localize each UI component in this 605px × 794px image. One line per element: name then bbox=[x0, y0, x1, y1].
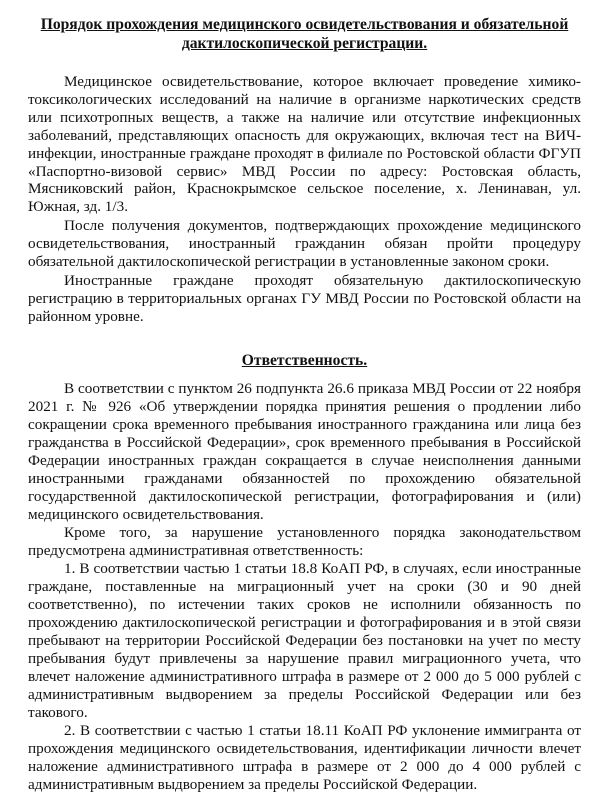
document-page bbox=[28, 16, 581, 794]
intro-paragraph-registration: Иностранные граждане проходят обязательную дактилоскопическую регистрацию в территориальных органах ГУ МВД России по Ростовской области на районном уровне. bbox=[28, 271, 581, 325]
intro-paragraph-fingerprinting: После получения документов, подтверждающих прохождение медицинского освидетельствования, иностранный гражданин обязан пройти процедуру обязательной дактилоскопической регистрации в установленные законом сроки. bbox=[28, 217, 581, 271]
responsibility-item-2: 2. В соответствии с частью 1 статьи 18.11 КоАП РФ уклонение иммигранта от прохождения медицинского освидетельствования, идентификации личности влечет наложение административного штрафа в размере от 2 000 до 4 000 рублей с административным выдворением за пределы Российской Федерации. bbox=[28, 722, 581, 794]
document-title: Порядок прохождения медицинского освидетельствования и обязательной дактилоскопической регистрации. bbox=[40, 16, 569, 52]
responsibility-paragraph-order: В соответствии с пунктом 26 подпункта 26.6 приказа МВД России от 22 ноября 2021 г. № 926 «Об утверждении порядка принятия решения о продлении либо сокращении срока временного пребывания иностранного гражданина или лица без гражданства в Российской Федерации», срок временного пребывания в Российской Федерации иностранных граждан сокращается в случае неисполнения данными иностранными гражданами обязанностей по прохождению обязательной государственной дактилоскопической регистрации, фотографирования и (или) медицинского освидетельствования. bbox=[28, 380, 581, 523]
responsibility-item-1: 1. В соответствии частью 1 статьи 18.8 КоАП РФ, в случаях, если иностранные граждане, поставленные на миграционный учет на сроки (30 и 90 дней соответственно), по истечении таких сроков не исполнили обязанность по прохождению дактилоскопической регистрации и фотографирования и в этой связи пребывают на территории Российской Федерации без постановки на учет по месту пребывания будут привлечены за нарушение правил миграционного учета, что влечет наложение административного штрафа в размере от 2 000 до 5 000 рублей с административным выдворением за пределы Российской Федерации или без такового. bbox=[28, 560, 581, 721]
intro-paragraph-medical: Медицинское освидетельствование, которое включает проведение химико-токсикологических исследований на наличие в организме наркотических средств или психотропных веществ, а также на наличие или отсутствие инфекционных заболеваний, представляющих опасность для окружающих, включая тест на ВИЧ-инфекции, иностранные граждане проходят в филиале по Ростовской области ФГУП «Паспортно-визовой сервис» МВД России по адресу: Ростовская область, Мясниковский район, Краснокрымское сельское поселение, х. Ленинаван, ул. Южная, зд. 1/3. bbox=[28, 73, 581, 216]
responsibility-paragraph-admin: Кроме того, за нарушение установленного порядка законодательством предусмотрена административная ответственность: bbox=[28, 524, 581, 560]
section-title-responsibility: Ответственность. bbox=[241, 351, 368, 369]
